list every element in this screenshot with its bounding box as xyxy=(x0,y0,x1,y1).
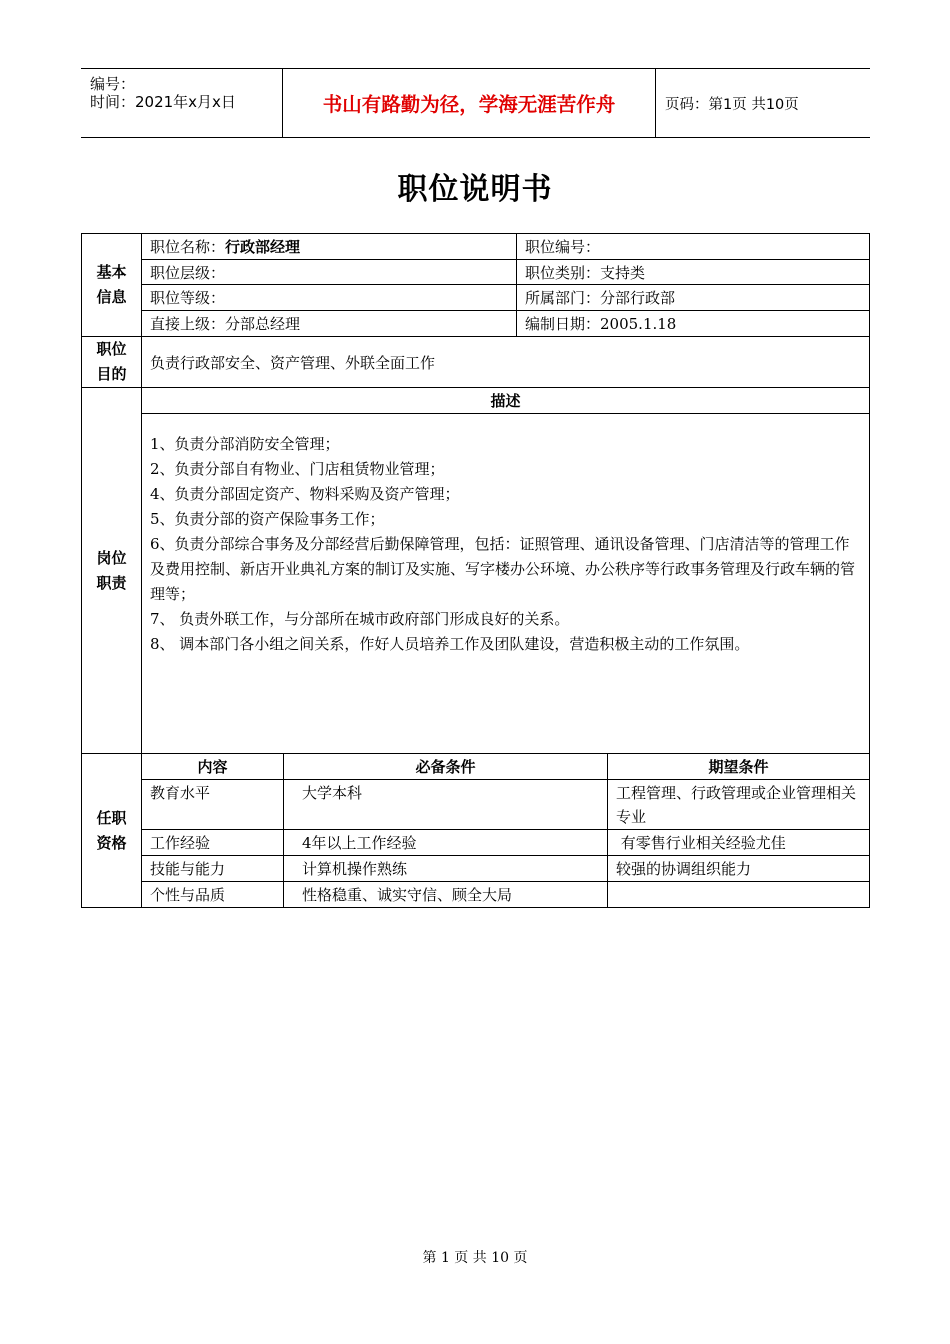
qualifications-label: 任职资格 xyxy=(82,754,142,908)
qual-expected: 工程管理、行政管理或企业管理相关专业 xyxy=(608,780,870,830)
header-page-info: 页码：第1页 共10页 xyxy=(665,96,799,113)
qual-item: 教育水平 xyxy=(142,780,284,830)
qual-item: 技能与能力 xyxy=(142,856,284,882)
page-header xyxy=(81,68,870,138)
qual-expected: 较强的协调组织能力 xyxy=(608,856,870,882)
basic-row-3 xyxy=(82,285,870,311)
basic-row-1 xyxy=(82,234,870,260)
qual-required: 4年以上工作经验 xyxy=(284,830,608,856)
supervisor-cell: 直接上级：分部总经理 xyxy=(142,311,517,337)
duties-header-row xyxy=(82,388,870,414)
qual-item: 个性与品质 xyxy=(142,882,284,908)
qual-header-expected: 期望条件 xyxy=(608,754,870,780)
document-title: 职位说明书 xyxy=(397,172,553,207)
qual-item: 工作经验 xyxy=(142,830,284,856)
qual-row-education xyxy=(82,780,870,830)
qual-row-experience xyxy=(82,830,870,856)
duties-label: 岗位职责 xyxy=(82,388,142,754)
qual-expected: 有零售行业相关经验尤佳 xyxy=(608,830,870,856)
duties-body-row xyxy=(82,414,870,754)
duty-item: 6、负责分部综合事务及分部经营后勤保障管理，包括：证照管理、通讯设备管理、门店清洁等的管理工作及费用控制、新店开业典礼方案的制订及实施、写字楼办公环境、办公秩序等行政事务管理及行政车辆的管理等； xyxy=(150,535,856,603)
purpose-label: 职位目的 xyxy=(82,337,142,388)
basic-info-label: 基本信息 xyxy=(82,234,142,337)
duty-item: 4、负责分部固定资产、物料采购及资产管理； xyxy=(150,485,460,503)
purpose-row xyxy=(82,337,870,388)
job-level-cell: 职位层级： xyxy=(142,260,517,285)
qual-required: 计算机操作熟练 xyxy=(284,856,608,882)
qualifications-header-row xyxy=(82,754,870,780)
header-motto: 书山有路勤为径，学海无涯苦作舟 xyxy=(282,69,656,137)
duty-item: 8、 调本部门各小组之间关系，作好人员培养工作及团队建设，营造积极主动的工作氛围。 xyxy=(150,635,750,653)
department-cell: 所属部门：分部行政部 xyxy=(517,285,870,311)
page-footer: 第 1 页 共 10 页 xyxy=(422,1250,528,1266)
duty-item: 2、负责分部自有物业、门店租赁物业管理； xyxy=(150,460,445,478)
duties-list xyxy=(142,414,870,754)
job-grade-cell: 职位等级： xyxy=(142,285,517,311)
purpose-text: 负责行政部安全、资产管理、外联全面工作 xyxy=(142,337,870,388)
duty-item: 5、负责分部的资产保险事务工作； xyxy=(150,510,385,528)
duty-item: 7、 负责外联工作，与分部所在城市政府部门形成良好的关系。 xyxy=(150,610,570,628)
duty-item: 1、负责分部消防安全管理； xyxy=(150,435,340,453)
qual-required: 性格稳重、诚实守信、顾全大局 xyxy=(284,882,608,908)
qual-row-personality xyxy=(82,882,870,908)
qual-row-skills xyxy=(82,856,870,882)
job-description-table xyxy=(81,233,870,908)
qual-expected xyxy=(608,882,870,908)
number-label: 编号： xyxy=(90,75,136,93)
job-name-label: 职位名称： xyxy=(150,238,226,256)
qual-required: 大学本科 xyxy=(284,780,608,830)
compiled-date-cell: 编制日期：2005.1.18 xyxy=(517,311,870,337)
duties-header: 描述 xyxy=(142,388,870,414)
job-code-cell: 职位编号： xyxy=(517,234,870,260)
header-meta xyxy=(81,69,281,137)
qual-header-required: 必备条件 xyxy=(284,754,608,780)
basic-row-2 xyxy=(82,260,870,285)
job-name-value: 行政部经理 xyxy=(225,238,301,256)
job-category-cell: 职位类别：支持类 xyxy=(517,260,870,285)
basic-row-4 xyxy=(82,311,870,337)
time-label: 时间：2021年x月x日 xyxy=(90,93,236,111)
qual-header-content: 内容 xyxy=(142,754,284,780)
job-name-cell xyxy=(142,234,517,260)
